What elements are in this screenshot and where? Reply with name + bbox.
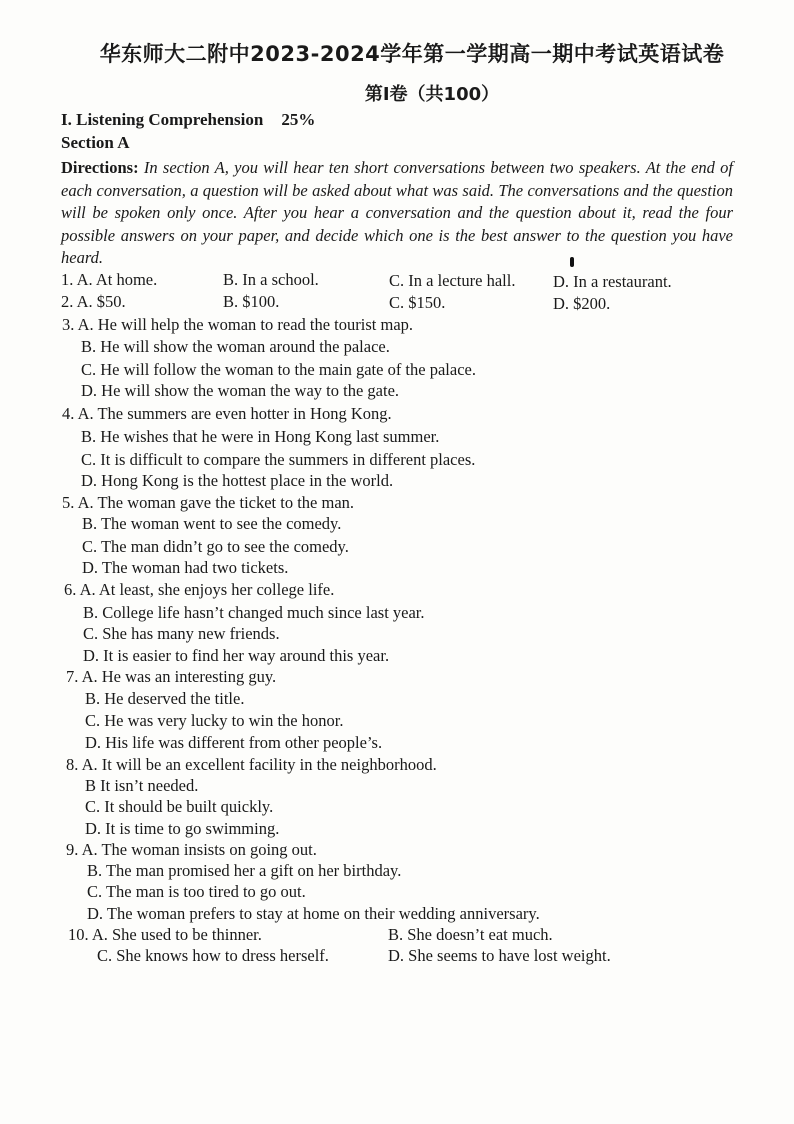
q2-option-b: B. $100. [223, 292, 280, 311]
q8-option-c: C. It should be built quickly. [85, 797, 274, 816]
q8-option-b: B It isn’t needed. [85, 776, 199, 795]
q9-option-d: D. The woman prefers to stay at home on their wedding anniversary. [87, 904, 540, 923]
part-percent: 25% [281, 110, 316, 129]
q4-option-b: B. He wishes that he were in Hong Kong last summer. [81, 427, 440, 446]
q9-option-a: 9. A. The woman insists on going out. [66, 840, 317, 859]
q3-option-d: D. He will show the woman the way to the gate. [81, 381, 400, 400]
q8-option-d: D. It is time to go swimming. [85, 819, 280, 838]
q7-option-b: B. He deserved the title. [85, 689, 245, 708]
q3-option-a: 3. A. He will help the woman to read the tourist map. [62, 315, 414, 334]
q5-option-b: B. The woman went to see the comedy. [82, 514, 342, 533]
q2-option-c: C. $150. [389, 293, 446, 312]
q9-option-b: B. The man promised her a gift on her birthday. [87, 861, 402, 880]
q5-option-c: C. The man didn’t go to see the comedy. [82, 537, 349, 556]
q6-option-c: C. She has many new friends. [83, 624, 280, 643]
q5-option-a: 5. A. The woman gave the ticket to the man. [62, 493, 355, 512]
q1-option-c: C. In a lecture hall. [389, 271, 516, 290]
q6-option-a: 6. A. At least, she enjoys her college life. [64, 580, 335, 599]
q3-option-b: B. He will show the woman around the palace. [81, 337, 390, 356]
q7-option-d: D. His life was different from other people’s. [85, 733, 383, 752]
q6-option-d: D. It is easier to find her way around this year. [83, 646, 390, 665]
q7-option-c: C. He was very lucky to win the honor. [85, 711, 344, 730]
q4-option-d: D. Hong Kong is the hottest place in the world. [81, 471, 394, 490]
directions-paragraph [61, 157, 733, 270]
q2-option-d: D. $200. [553, 294, 611, 313]
directions-text: In section A, you will hear ten short conversations between two speakers. At the end of each conversation, a question will be asked about what was said. The conversations and the question will be spoken only once. After you hear a conversation and the question about it, read the four possible answers on your paper, and decide which one is the best answer to the question you have heard. [61, 158, 734, 268]
q7-option-a: 7. A. He was an interesting guy. [66, 667, 277, 686]
q3-option-c: C. He will follow the woman to the main gate of the palace. [81, 360, 476, 379]
ink-mark [570, 257, 574, 267]
part-heading [61, 110, 315, 130]
q9-option-c: C. The man is too tired to go out. [87, 882, 306, 901]
directions-lead: Directions: [61, 158, 139, 177]
exam-title: 华东师大二附中2023-2024学年第一学期高一期中考试英语试卷 [99, 42, 725, 66]
q10-option-a: 10. A. She used to be thinner. [68, 925, 262, 944]
q10-option-c: C. She knows how to dress herself. [97, 946, 329, 965]
section-heading: Section A [61, 133, 130, 152]
part-title: I. Listening Comprehension [61, 110, 264, 129]
exam-subtitle: 第I卷（共100） [364, 84, 500, 105]
q1-option-b: B. In a school. [223, 270, 319, 289]
q8-option-a: 8. A. It will be an excellent facility in the neighborhood. [66, 755, 437, 774]
q2-option-a: 2. A. $50. [61, 292, 126, 311]
q1-option-d: D. In a restaurant. [553, 272, 672, 291]
q10-option-b: B. She doesn’t eat much. [388, 925, 553, 944]
q4-option-c: C. It is difficult to compare the summers in different places. [81, 450, 476, 469]
q1-option-a: 1. A. At home. [61, 270, 158, 289]
q4-option-a: 4. A. The summers are even hotter in Hong Kong. [62, 404, 392, 423]
q5-option-d: D. The woman had two tickets. [82, 558, 289, 577]
q6-option-b: B. College life hasn’t changed much since last year. [83, 603, 425, 622]
q10-option-d: D. She seems to have lost weight. [388, 946, 611, 965]
